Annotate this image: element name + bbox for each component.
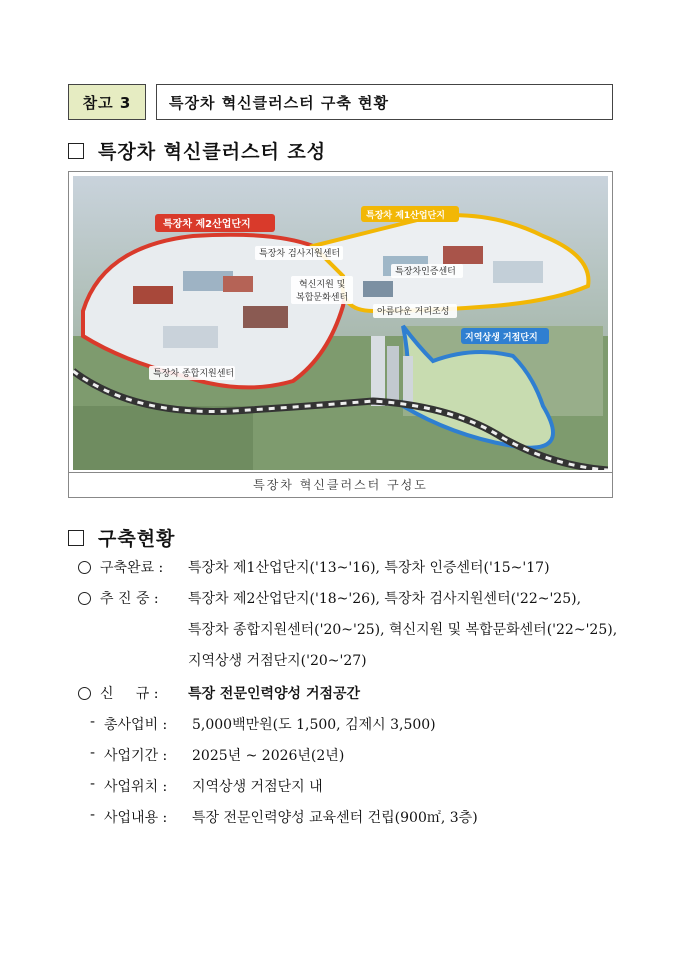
reference-tag: 참고 3 [68,84,146,120]
subitem-text: 5,000백만원(도 1,500, 김제시 3,500) [192,717,436,733]
list-item-text: 특장 전문인력양성 거점공간 [188,686,361,702]
reference-header [68,84,613,120]
reference-title: 특장차 혁신클러스터 구축 현황 [156,84,613,120]
cluster-figure [68,171,613,498]
circle-bullet-icon [78,687,91,700]
section-title-2-text: 구축현황 [98,528,176,550]
circle-bullet-icon [78,561,91,574]
figure-caption: 특장차 혁신클러스터 구성도 [69,472,612,497]
subitem-text: 특장 전문인력양성 교육센터 건립(900㎡, 3층) [192,810,478,826]
dash-bullet: - [90,776,96,792]
dash-bullet: - [90,745,96,761]
list-item-text: 특장차 제2산업단지('18~'26), 특장차 검사지원센터('22~'25), [188,591,582,607]
label-certification: 특장차인증센터 [395,267,456,277]
list-item-continuation: 지역상생 거점단지('20~'27) [188,653,367,669]
dash-bullet: - [90,714,96,730]
subitem-label: 사업내용 : [104,810,168,826]
section-title-1-text: 특장차 혁신클러스터 조성 [98,141,327,163]
section-title-1 [68,137,326,164]
subitem-text: 지역상생 거점단지 내 [192,779,323,795]
list-item-continuation: 특장차 종합지원센터('20~'25), 혁신지원 및 복합문화센터('22~'25), [188,622,618,638]
subitem-label: 사업위치 : [104,779,168,795]
subitem-label: 사업기간 : [104,748,168,764]
list-item-label: 구축완료 : [100,560,164,576]
list-item-label: 추 진 중 : [100,591,159,607]
label-complex1: 특장차 제1산업단지 [366,211,445,221]
list-item-label: 신 규 : [100,686,159,702]
cluster-map-image [73,176,608,470]
subitem-text: 2025년 ~ 2026년(2년) [192,748,345,764]
subitem-label: 총사업비 : [104,717,168,733]
dash-bullet: - [90,807,96,823]
checkbox-square-icon [68,143,84,159]
checkbox-square-icon [68,530,84,546]
label-street: 아름다운 거리조성 [377,307,450,317]
list-item-text: 특장차 제1산업단지('13~'16), 특장차 인증센터('15~'17) [188,560,550,576]
section-title-2 [68,524,175,551]
circle-bullet-icon [78,592,91,605]
label-support: 특장차 종합지원센터 [153,369,235,379]
label-culture: 복합문화센터 [296,293,349,303]
label-inspection: 특장차 검사지원센터 [259,249,341,259]
label-complex2: 특장차 제2산업단지 [163,219,251,230]
label-innovation: 혁신지원 및 [299,280,346,290]
label-hub: 지역상생 거점단지 [465,333,538,343]
